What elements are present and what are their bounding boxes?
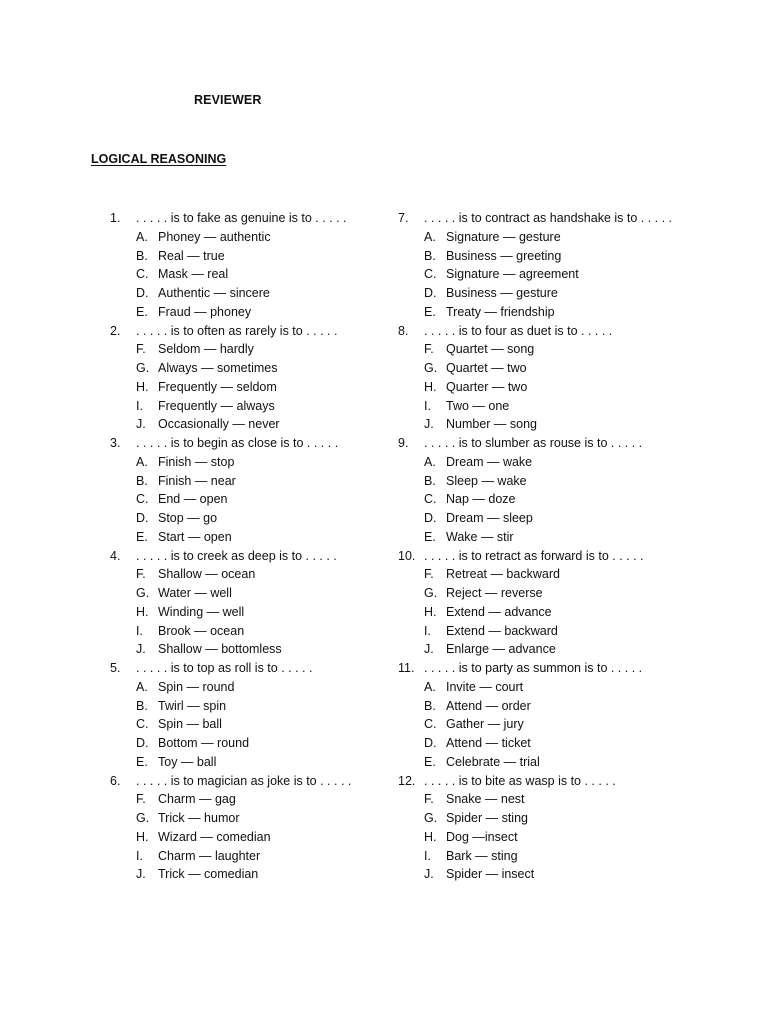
option-text: Snake — nest <box>446 792 525 807</box>
option-letter: I. <box>424 398 431 413</box>
question-number: 2. <box>110 323 121 338</box>
question-number: 12. <box>398 773 416 788</box>
question-prompt: . . . . . is to top as roll is to . . . . . <box>136 661 313 675</box>
option-text: Frequently — seldom <box>158 379 277 394</box>
option-text: Extend — backward <box>446 623 558 638</box>
answer-option <box>398 828 688 847</box>
option-text: Authentic — sincere <box>158 286 270 300</box>
question-12 <box>398 772 688 791</box>
question-10 <box>398 547 688 566</box>
option-text: Wake — stir <box>446 529 514 544</box>
option-text: Wizard — comedian <box>158 829 271 844</box>
answer-option <box>110 622 400 641</box>
option-text: Quartet — song <box>446 342 535 357</box>
option-letter: E. <box>136 529 148 544</box>
option-letter: C. <box>136 267 149 282</box>
option-letter: I. <box>136 848 143 863</box>
option-letter: C. <box>424 267 437 282</box>
option-text: Reject — reverse <box>446 586 543 600</box>
answer-option <box>110 378 400 397</box>
answer-option <box>110 453 400 472</box>
option-letter: D. <box>424 511 437 525</box>
question-prompt: . . . . . is to begin as close is to . . . . . <box>136 436 339 450</box>
option-letter: B. <box>424 698 436 713</box>
option-text: Always — sometimes <box>158 361 278 375</box>
option-letter: D. <box>136 286 149 300</box>
option-letter: G. <box>136 361 150 375</box>
answer-option <box>110 865 400 884</box>
option-text: Dog —insect <box>446 829 518 844</box>
option-letter: G. <box>136 811 150 825</box>
option-text: Brook — ocean <box>158 623 245 638</box>
answer-option <box>398 790 688 809</box>
option-letter: H. <box>424 379 437 394</box>
question-number: 11. <box>398 661 415 675</box>
option-text: Attend — order <box>446 698 531 713</box>
option-letter: F. <box>136 792 146 807</box>
option-text: Business — greeting <box>446 248 562 263</box>
option-letter: C. <box>136 492 149 507</box>
answer-option <box>398 509 688 528</box>
option-text: Occasionally — never <box>158 417 280 432</box>
answer-option <box>398 734 688 753</box>
option-letter: D. <box>136 511 149 525</box>
option-letter: I. <box>136 623 143 638</box>
option-letter: C. <box>424 717 437 732</box>
option-letter: F. <box>136 342 146 357</box>
option-letter: D. <box>424 286 437 300</box>
question-6 <box>110 772 400 791</box>
answer-option <box>110 584 400 603</box>
option-letter: E. <box>424 304 436 319</box>
question-number: 5. <box>110 661 121 675</box>
section-heading: LOGICAL REASONING <box>91 152 227 166</box>
answer-option <box>398 415 688 434</box>
option-letter: F. <box>136 567 146 582</box>
answer-option <box>110 847 400 866</box>
answer-option <box>110 565 400 584</box>
option-text: Mask — real <box>158 267 229 282</box>
option-letter: H. <box>424 829 437 844</box>
answer-option <box>398 453 688 472</box>
option-text: Treaty — friendship <box>446 304 555 319</box>
answer-option <box>398 753 688 772</box>
answer-option <box>398 528 688 547</box>
answer-option <box>398 640 688 659</box>
option-letter: H. <box>136 379 149 394</box>
answer-option <box>398 715 688 734</box>
option-text: Shallow — bottomless <box>158 642 282 657</box>
answer-option <box>110 340 400 359</box>
answer-option <box>398 697 688 716</box>
option-text: Stop — go <box>158 511 218 525</box>
answer-option <box>398 397 688 416</box>
option-text: Bark — sting <box>446 848 518 863</box>
page-title: REVIEWER <box>194 93 262 107</box>
option-letter: C. <box>424 492 437 507</box>
answer-option <box>110 509 400 528</box>
option-letter: B. <box>136 473 148 488</box>
option-text: Attend — ticket <box>446 736 531 750</box>
option-letter: J. <box>424 642 434 657</box>
question-8 <box>398 322 688 341</box>
answer-option <box>398 472 688 491</box>
option-text: Two — one <box>446 398 510 413</box>
option-text: Spin — ball <box>158 717 222 732</box>
answer-option <box>110 697 400 716</box>
option-text: Winding — well <box>158 604 245 619</box>
option-text: Twirl — spin <box>158 698 227 713</box>
option-text: Business — gesture <box>446 286 558 300</box>
answer-option <box>110 603 400 622</box>
question-9 <box>398 434 688 453</box>
option-letter: F. <box>424 567 434 582</box>
option-text: Quarter — two <box>446 379 528 394</box>
answer-option <box>110 228 400 247</box>
question-number: 10. <box>398 548 416 563</box>
question-prompt: . . . . . is to four as duet is to . . . . . <box>424 323 613 338</box>
option-letter: A. <box>136 229 148 244</box>
option-text: Enlarge — advance <box>446 642 556 657</box>
option-text: Real — true <box>158 248 225 263</box>
option-text: Celebrate — trial <box>446 754 540 769</box>
option-letter: H. <box>424 604 437 619</box>
option-text: Nap — doze <box>446 492 516 507</box>
option-letter: A. <box>136 454 148 469</box>
answer-option <box>110 265 400 284</box>
answer-option <box>398 265 688 284</box>
option-text: Toy — ball <box>158 754 217 769</box>
answer-option <box>398 490 688 509</box>
option-letter: J. <box>136 867 146 882</box>
option-text: Dream — sleep <box>446 511 533 525</box>
answer-option <box>398 247 688 266</box>
option-letter: A. <box>424 229 436 244</box>
answer-option <box>398 809 688 828</box>
question-5 <box>110 659 400 678</box>
option-letter: B. <box>136 698 148 713</box>
question-prompt: . . . . . is to bite as wasp is to . . . . . <box>424 773 616 788</box>
option-letter: F. <box>424 792 434 807</box>
option-letter: H. <box>136 829 149 844</box>
option-letter: E. <box>424 529 436 544</box>
answer-option <box>398 378 688 397</box>
option-text: Seldom — hardly <box>158 342 254 357</box>
option-letter: C. <box>136 717 149 732</box>
answer-option <box>110 490 400 509</box>
answer-option <box>398 865 688 884</box>
option-text: Spin — round <box>158 679 235 694</box>
question-number: 1. <box>110 211 121 225</box>
option-text: End — open <box>158 492 228 507</box>
answer-option <box>110 472 400 491</box>
answer-option <box>398 603 688 622</box>
question-number: 4. <box>110 548 121 563</box>
option-letter: I. <box>136 398 143 413</box>
option-letter: I. <box>424 623 431 638</box>
question-number: 6. <box>110 773 121 788</box>
option-text: Start — open <box>158 529 232 544</box>
option-text: Signature — agreement <box>446 267 579 282</box>
option-text: Spider — insect <box>446 867 535 882</box>
option-text: Shallow — ocean <box>158 567 256 582</box>
question-prompt: . . . . . is to creek as deep is to . . . . . <box>136 548 337 563</box>
right-question-column <box>398 209 688 884</box>
option-letter: H. <box>136 604 149 619</box>
option-text: Water — well <box>158 586 232 600</box>
option-text: Charm — gag <box>158 792 236 807</box>
option-text: Finish — stop <box>158 454 235 469</box>
option-letter: E. <box>424 754 436 769</box>
option-letter: B. <box>136 248 148 263</box>
question-4 <box>110 547 400 566</box>
option-text: Trick — comedian <box>158 867 259 882</box>
answer-option <box>398 584 688 603</box>
option-letter: J. <box>424 867 434 882</box>
option-letter: A. <box>424 454 436 469</box>
answer-option <box>110 528 400 547</box>
option-letter: D. <box>136 736 149 750</box>
option-text: Phoney — authentic <box>158 229 271 244</box>
answer-option <box>110 809 400 828</box>
option-text: Invite — court <box>446 679 524 694</box>
answer-option <box>110 790 400 809</box>
option-letter: E. <box>136 754 148 769</box>
option-letter: J. <box>424 417 434 432</box>
answer-option <box>398 340 688 359</box>
question-prompt: . . . . . is to contract as handshake is to . . . . . <box>424 211 673 225</box>
option-text: Quartet — two <box>446 361 527 375</box>
answer-option <box>110 678 400 697</box>
option-text: Bottom — round <box>158 736 250 750</box>
option-text: Finish — near <box>158 473 236 488</box>
option-letter: A. <box>424 679 436 694</box>
option-letter: F. <box>424 342 434 357</box>
option-letter: E. <box>136 304 148 319</box>
answer-option <box>398 622 688 641</box>
option-letter: G. <box>424 361 438 375</box>
option-text: Extend — advance <box>446 604 552 619</box>
left-question-column <box>110 209 400 884</box>
answer-option <box>398 565 688 584</box>
question-11 <box>398 659 688 678</box>
answer-option <box>110 753 400 772</box>
question-number: 7. <box>398 211 409 225</box>
answer-option <box>110 397 400 416</box>
option-letter: J. <box>136 642 146 657</box>
option-letter: J. <box>136 417 146 432</box>
question-prompt: . . . . . is to slumber as rouse is to . . . . . <box>424 436 643 450</box>
question-prompt: . . . . . is to party as summon is to . . . . . <box>424 661 643 675</box>
answer-option <box>398 303 688 322</box>
option-text: Number — song <box>446 417 538 432</box>
answer-option <box>110 303 400 322</box>
question-number: 8. <box>398 323 409 338</box>
answer-option <box>110 284 400 303</box>
option-letter: G. <box>136 586 150 600</box>
question-prompt: . . . . . is to fake as genuine is to . . . . . <box>136 211 347 225</box>
option-text: Frequently — always <box>158 398 275 413</box>
question-1 <box>110 209 400 228</box>
option-text: Signature — gesture <box>446 229 561 244</box>
answer-option <box>110 734 400 753</box>
option-letter: B. <box>424 473 436 488</box>
option-letter: G. <box>424 586 438 600</box>
question-number: 3. <box>110 436 121 450</box>
answer-option <box>110 247 400 266</box>
option-letter: G. <box>424 811 438 825</box>
question-prompt: . . . . . is to retract as forward is to . . . . . <box>424 548 644 563</box>
option-letter: A. <box>136 679 148 694</box>
option-text: Spider — sting <box>446 811 528 825</box>
question-3 <box>110 434 400 453</box>
option-letter: I. <box>424 848 431 863</box>
answer-option <box>110 828 400 847</box>
answer-option <box>110 640 400 659</box>
question-prompt: . . . . . is to magician as joke is to . . . . . <box>136 773 352 788</box>
option-text: Retreat — backward <box>446 567 560 582</box>
answer-option <box>398 678 688 697</box>
question-number: 9. <box>398 436 409 450</box>
option-text: Gather — jury <box>446 717 524 732</box>
option-text: Sleep — wake <box>446 473 527 488</box>
answer-option <box>398 359 688 378</box>
option-text: Charm — laughter <box>158 848 261 863</box>
option-text: Dream — wake <box>446 454 533 469</box>
option-letter: B. <box>424 248 436 263</box>
question-prompt: . . . . . is to often as rarely is to . . . . . <box>136 323 338 338</box>
answer-option <box>398 228 688 247</box>
question-7 <box>398 209 688 228</box>
option-text: Fraud — phoney <box>158 304 252 319</box>
option-text: Trick — humor <box>158 811 240 825</box>
question-2 <box>110 322 400 341</box>
answer-option <box>398 847 688 866</box>
answer-option <box>110 359 400 378</box>
option-letter: D. <box>424 736 437 750</box>
answer-option <box>110 415 400 434</box>
answer-option <box>110 715 400 734</box>
answer-option <box>398 284 688 303</box>
